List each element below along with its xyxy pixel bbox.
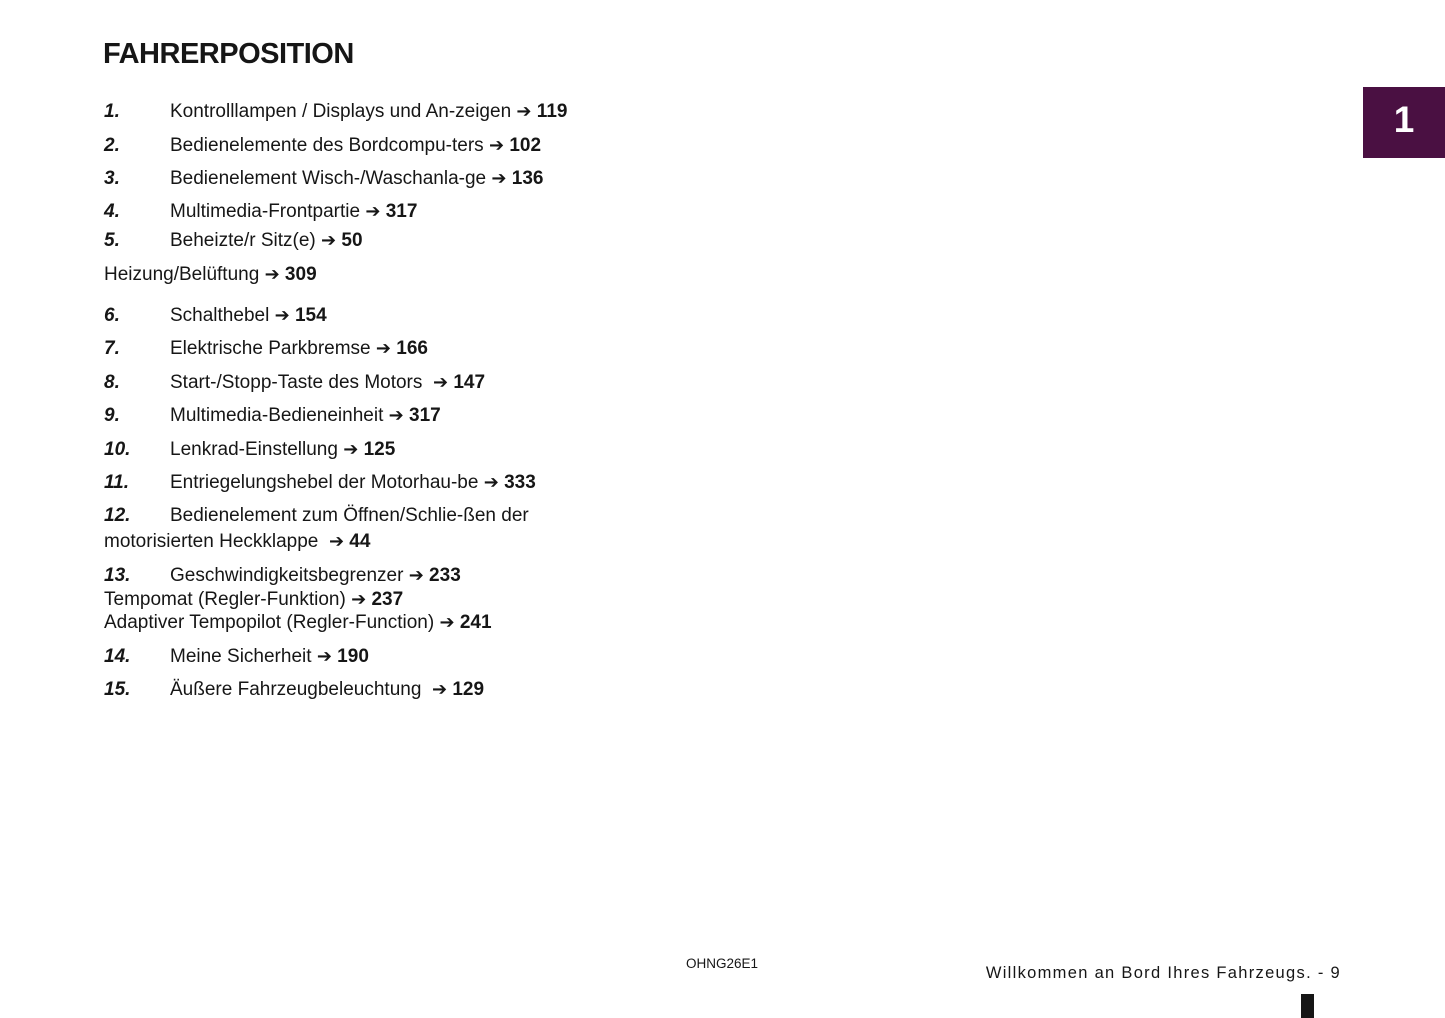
list-item-number: 8.: [104, 372, 120, 393]
list-item-number: 10.: [104, 439, 131, 460]
arrow-icon: ➔: [321, 230, 337, 251]
arrow-icon: ➔: [351, 589, 367, 610]
page-number: 317: [403, 405, 441, 426]
list-item-label: Geschwindigkeitsbegrenzer: [170, 565, 404, 586]
list-item: [104, 167, 543, 191]
list-item: [104, 588, 403, 612]
list-item-label: Adaptiver Tempopilot (Regler-Function): [104, 612, 435, 633]
page-number: 309: [279, 264, 317, 285]
page-number: 190: [331, 646, 369, 667]
page-number: 125: [358, 439, 396, 460]
list-item-number: 13.: [104, 565, 131, 586]
page-number: 333: [498, 472, 536, 493]
arrow-icon: ➔: [328, 531, 345, 552]
list-item-label: Bedienelement zum Öffnen/Schlie-ßen der: [170, 505, 529, 526]
list-item-number: 6.: [104, 305, 120, 326]
list-item-number: 5.: [104, 230, 120, 251]
list-item: [104, 337, 428, 361]
arrow-icon: ➔: [388, 405, 404, 426]
list-item-label: Schalthebel: [170, 305, 270, 326]
list-item: [104, 504, 529, 528]
arrow-icon: ➔: [431, 679, 448, 700]
arrow-icon: ➔: [439, 612, 455, 633]
list-item: [104, 371, 485, 395]
list-item-number: 11.: [104, 472, 130, 493]
list-item-label: Elektrische Parkbremse: [170, 338, 371, 359]
list-item: [104, 200, 417, 224]
page-number: 102: [504, 135, 542, 156]
list-item: [104, 438, 395, 462]
list-item: [104, 678, 484, 702]
arrow-icon: ➔: [483, 472, 499, 493]
list-item-number: 7.: [104, 338, 120, 359]
arrow-icon: ➔: [365, 201, 381, 222]
list-item-number: 2.: [104, 135, 120, 156]
list-item: [104, 100, 567, 124]
list-item: [104, 564, 461, 588]
list-item: [104, 530, 370, 554]
list-item: [104, 611, 492, 635]
page-number: 154: [289, 305, 327, 326]
list-item-label: Beheizte/r Sitz(e): [170, 230, 316, 251]
list-item-label: Bedienelemente des Bordcompu-ters: [170, 135, 484, 156]
list-item: [104, 229, 363, 253]
list-item: [104, 263, 317, 287]
list-item: [104, 404, 441, 428]
page-number: 119: [531, 101, 568, 122]
page-number: 166: [391, 338, 428, 359]
arrow-icon: ➔: [274, 305, 290, 326]
list-item-number: 1.: [104, 101, 120, 122]
page-number: 317: [380, 201, 418, 222]
list-item-label: Multimedia-Bedieneinheit: [170, 405, 384, 426]
list-item-label: Äußere Fahrzeugbeleuchtung: [170, 679, 422, 700]
page-number: 233: [423, 565, 461, 586]
arrow-icon: ➔: [375, 338, 391, 359]
list-item-label: Meine Sicherheit: [170, 646, 312, 667]
page-number: 129: [447, 679, 485, 700]
list-item-number: 4.: [104, 201, 120, 222]
document-code: OHNG26E1: [686, 956, 759, 971]
label-gap: [422, 372, 433, 393]
list-item-label: Lenkrad-Einstellung: [170, 439, 338, 460]
list-item-label: Kontrolllampen / Displays und An-zeigen: [170, 101, 512, 122]
page-number: 237: [366, 589, 404, 610]
list-item-number: 14.: [104, 646, 131, 667]
arrow-icon: ➔: [516, 101, 532, 122]
list-item-number: 12.: [104, 505, 131, 526]
list-item: [104, 134, 541, 158]
page-title: FAHRERPOSITION: [103, 38, 354, 70]
page-number: 241: [454, 612, 492, 633]
arrow-icon: ➔: [408, 565, 424, 586]
page-number: 147: [448, 372, 486, 393]
list-item-label: Multimedia-Frontpartie: [170, 201, 361, 222]
list-item-number: 15.: [104, 679, 131, 700]
page-number: 44: [344, 531, 371, 552]
list-item-label: Entriegelungshebel der Motorhau-be: [170, 472, 479, 493]
chapter-tab-number: 1: [1393, 99, 1415, 140]
list-item-label: motorisierten Heckklappe: [104, 531, 319, 552]
label-gap: [318, 531, 329, 552]
list-item-label: Bedienelement Wisch-/Waschanla-ge: [170, 168, 487, 189]
list-item-label: Start-/Stopp-Taste des Motors: [170, 372, 423, 393]
arrow-icon: ➔: [343, 439, 359, 460]
arrow-icon: ➔: [432, 372, 449, 393]
arrow-icon: ➔: [264, 264, 280, 285]
list-item-number: 9.: [104, 405, 120, 426]
print-registration-mark: [1301, 994, 1314, 1018]
page-number: 136: [506, 168, 544, 189]
page-number: 50: [336, 230, 363, 251]
list-item: [104, 471, 536, 495]
list-item: [104, 645, 369, 669]
list-item: [104, 304, 327, 328]
list-item-label: Heizung/Belüftung: [104, 264, 260, 285]
label-gap: [421, 679, 432, 700]
footer-caption: Willkommen an Bord Ihres Fahrzeugs. - 9: [985, 964, 1341, 982]
list-item-number: 3.: [104, 168, 120, 189]
arrow-icon: ➔: [316, 646, 332, 667]
arrow-icon: ➔: [488, 135, 505, 156]
arrow-icon: ➔: [491, 168, 507, 189]
list-item-label: Tempomat (Regler-Funktion): [104, 589, 346, 610]
